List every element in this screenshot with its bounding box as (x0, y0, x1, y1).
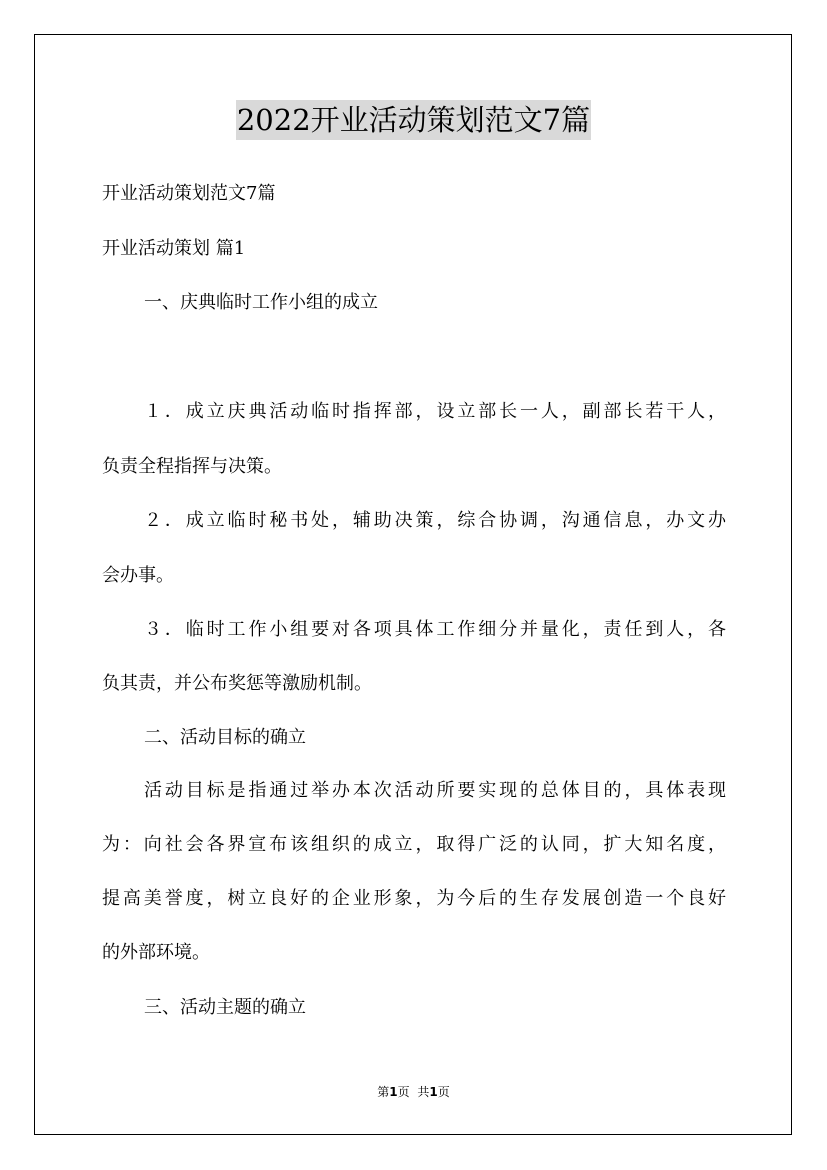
document-subtitle: 开业活动策划范文7篇 (102, 183, 276, 204)
footer-total-number: 1 (429, 1085, 438, 1099)
paragraph-1-line-2: 负责全程指挥与决策。 (102, 456, 282, 477)
section-label: 开业活动策划 篇1 (102, 238, 246, 259)
footer-page-prefix: 第 (377, 1085, 390, 1099)
page-footer (0, 1084, 827, 1100)
paragraph-4-line-2: 为：向社会各界宣布该组织的成立，取得广泛的认同，扩大知名度， (102, 834, 726, 855)
paragraph-4-line-1: 活动目标是指通过举办本次活动所要实现的总体目的，具体表现 (144, 780, 726, 801)
paragraph-2-line-2: 会办事。 (102, 565, 174, 586)
paragraph-1-line-1: １．成立庆典活动临时指挥部，设立部长一人，副部长若干人， (144, 401, 726, 422)
paragraph-4-line-4: 的外部环境。 (102, 942, 210, 963)
document-title-text: 2022开业活动策划范文7篇 (236, 100, 591, 140)
footer-total-suffix: 页 (437, 1085, 450, 1099)
heading-goals: 二、活动目标的确立 (144, 727, 306, 748)
footer-page-number: 1 (389, 1085, 398, 1099)
paragraph-3-line-2: 负其责，并公布奖惩等激励机制。 (102, 673, 372, 694)
heading-theme: 三、活动主题的确立 (144, 997, 306, 1018)
paragraph-3-line-1: ３．临时工作小组要对各项具体工作细分并量化，责任到人，各 (144, 619, 726, 640)
paragraph-4-line-3: 提高美誉度，树立良好的企业形象，为今后的生存发展创造一个良好 (102, 888, 726, 909)
footer-total-prefix: 共 (417, 1085, 430, 1099)
heading-organization: 一、庆典临时工作小组的成立 (144, 292, 378, 313)
footer-page-suffix: 页 (397, 1085, 410, 1099)
document-title (0, 100, 827, 140)
paragraph-2-line-1: ２．成立临时秘书处，辅助决策，综合协调，沟通信息，办文办 (144, 510, 726, 531)
